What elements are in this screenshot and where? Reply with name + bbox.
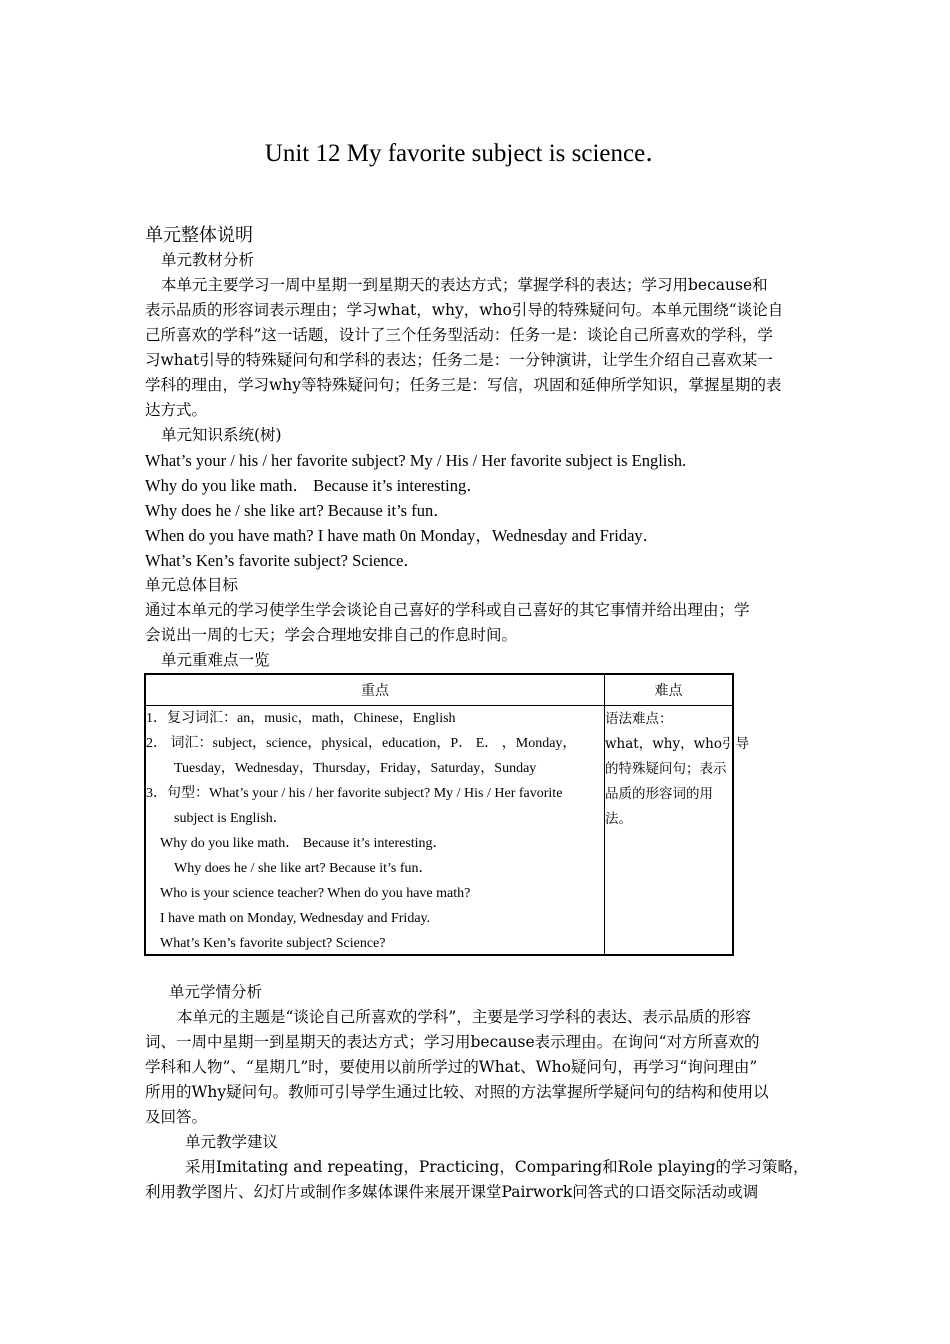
key-point-line: subject is English． xyxy=(174,811,287,826)
teaching-advice-heading: 单元教学建议 xyxy=(185,1133,279,1151)
key-point-line: 3．句型：What’s your / his / her favorite subject? My / His / Her favorite xyxy=(146,786,563,801)
paragraph-line: 本单元主要学习一周中星期一到星期天的表达方式；掌握学科的表达；学习用because和 xyxy=(161,276,768,294)
paragraph-line: 采用Imitating and repeating，Practicing，Comparing和Role playing的学习策略， xyxy=(185,1158,809,1176)
key-point-line: Who is your science teacher? When do you have math? xyxy=(160,886,471,901)
paragraph-line: 本单元的主题是“谈论自己所喜欢的学科”，主要是学习学科的表达、表示品质的形容 xyxy=(177,1008,751,1026)
paragraph-line: 利用教学图片、幻灯片或制作多媒体课件来展开课堂Pairwork问答式的口语交际活动或调 xyxy=(145,1183,759,1201)
key-point-line: I have math on Monday, Wednesday and Friday. xyxy=(160,911,431,926)
paragraph-line: 学科的理由，学习why等特殊疑问句；任务三是：写信，巩固和延伸所学知识，掌握星期的表 xyxy=(145,376,782,394)
key-points-heading: 单元重难点一览 xyxy=(161,651,270,669)
paragraph-line: 及回答。 xyxy=(145,1108,208,1126)
paragraph-line: 达方式。 xyxy=(145,401,208,419)
key-points-cell xyxy=(145,706,605,956)
paragraph-line: 所用的Why疑问句。教师可引导学生通过比较、对照的方法掌握所学疑问句的结构和使用以 xyxy=(145,1083,769,1101)
key-point-line: Tuesday，Wednesday，Thursday，Friday，Saturday，Sunday xyxy=(174,761,537,776)
paragraph-line: 会说出一周的七天；学会合理地安排自己的作息时间。 xyxy=(145,626,518,644)
key-point-line: 2． 词汇：subject，science，physical，education，P． E． ，Monday， xyxy=(146,736,577,751)
difficult-column-header: 难点 xyxy=(605,674,734,706)
knowledge-line: What’s your / his / her favorite subject? My / His / Her favorite subject is English. xyxy=(145,451,687,470)
difficult-points-cell xyxy=(605,706,749,956)
overall-goal-heading: 单元总体目标 xyxy=(145,576,239,594)
knowledge-line: Why do you like math． Because it’s interesting． xyxy=(145,476,483,495)
knowledge-line: When do you have math? I have math 0n Monday，Wednesday and Friday． xyxy=(145,526,660,545)
paragraph-line: 词、一周中星期一到星期天的表达方式；学习用because表示理由。在询问“对方所喜欢的 xyxy=(145,1033,760,1051)
knowledge-line: What’s Ken’s favorite subject? Science． xyxy=(145,551,420,570)
paragraph-line: 表示品质的形容词表示理由；学习what，why，who引导的特殊疑问句。本单元围绕“谈论自 xyxy=(145,301,784,319)
difficult-point-line: 的特殊疑问句；表示 xyxy=(605,761,727,777)
paragraph-line: 己所喜欢的学科”这一话题，设计了三个任务型活动：任务一是：谈论自己所喜欢的学科，学 xyxy=(145,326,773,344)
page-title: Unit 12 My favorite subject is science． xyxy=(264,140,671,167)
key-point-line: Why does he / she like art? Because it’s fun． xyxy=(174,861,433,876)
paragraph-line: 学科和人物”、“星期几”时，要使用以前所学过的What、Who疑问句，再学习“询问理由” xyxy=(145,1058,758,1076)
knowledge-line: Why does he / she like art? Because it’s fun． xyxy=(145,501,450,520)
key-points-table xyxy=(144,673,749,956)
textbook-analysis-heading: 单元教材分析 xyxy=(161,251,255,269)
knowledge-tree-heading: 单元知识系统(树) xyxy=(161,426,282,444)
difficult-point-line: what，why，who引导 xyxy=(605,736,749,752)
paragraph-line: 习what引导的特殊疑问句和学科的表达；任务二是：一分钟演讲，让学生介绍自己喜欢某一 xyxy=(145,351,773,369)
paragraph-line: 通过本单元的学习使学生学会谈论自己喜好的学科或自己喜好的其它事情并给出理由；学 xyxy=(145,601,750,619)
key-point-line: 1．复习词汇：an，music，math，Chinese，English xyxy=(146,711,456,726)
learner-analysis-heading: 单元学情分析 xyxy=(169,983,263,1001)
section-heading: 单元整体说明 xyxy=(145,225,253,246)
difficult-point-line: 法。 xyxy=(605,811,632,827)
difficult-point-line: 语法难点： xyxy=(605,711,673,727)
difficult-point-line: 品质的形容词的用 xyxy=(605,786,713,802)
key-point-line: Why do you like math． Because it’s interesting． xyxy=(160,836,447,851)
key-point-line: What’s Ken’s favorite subject? Science? xyxy=(160,936,386,951)
key-column-header: 重点 xyxy=(145,674,605,706)
